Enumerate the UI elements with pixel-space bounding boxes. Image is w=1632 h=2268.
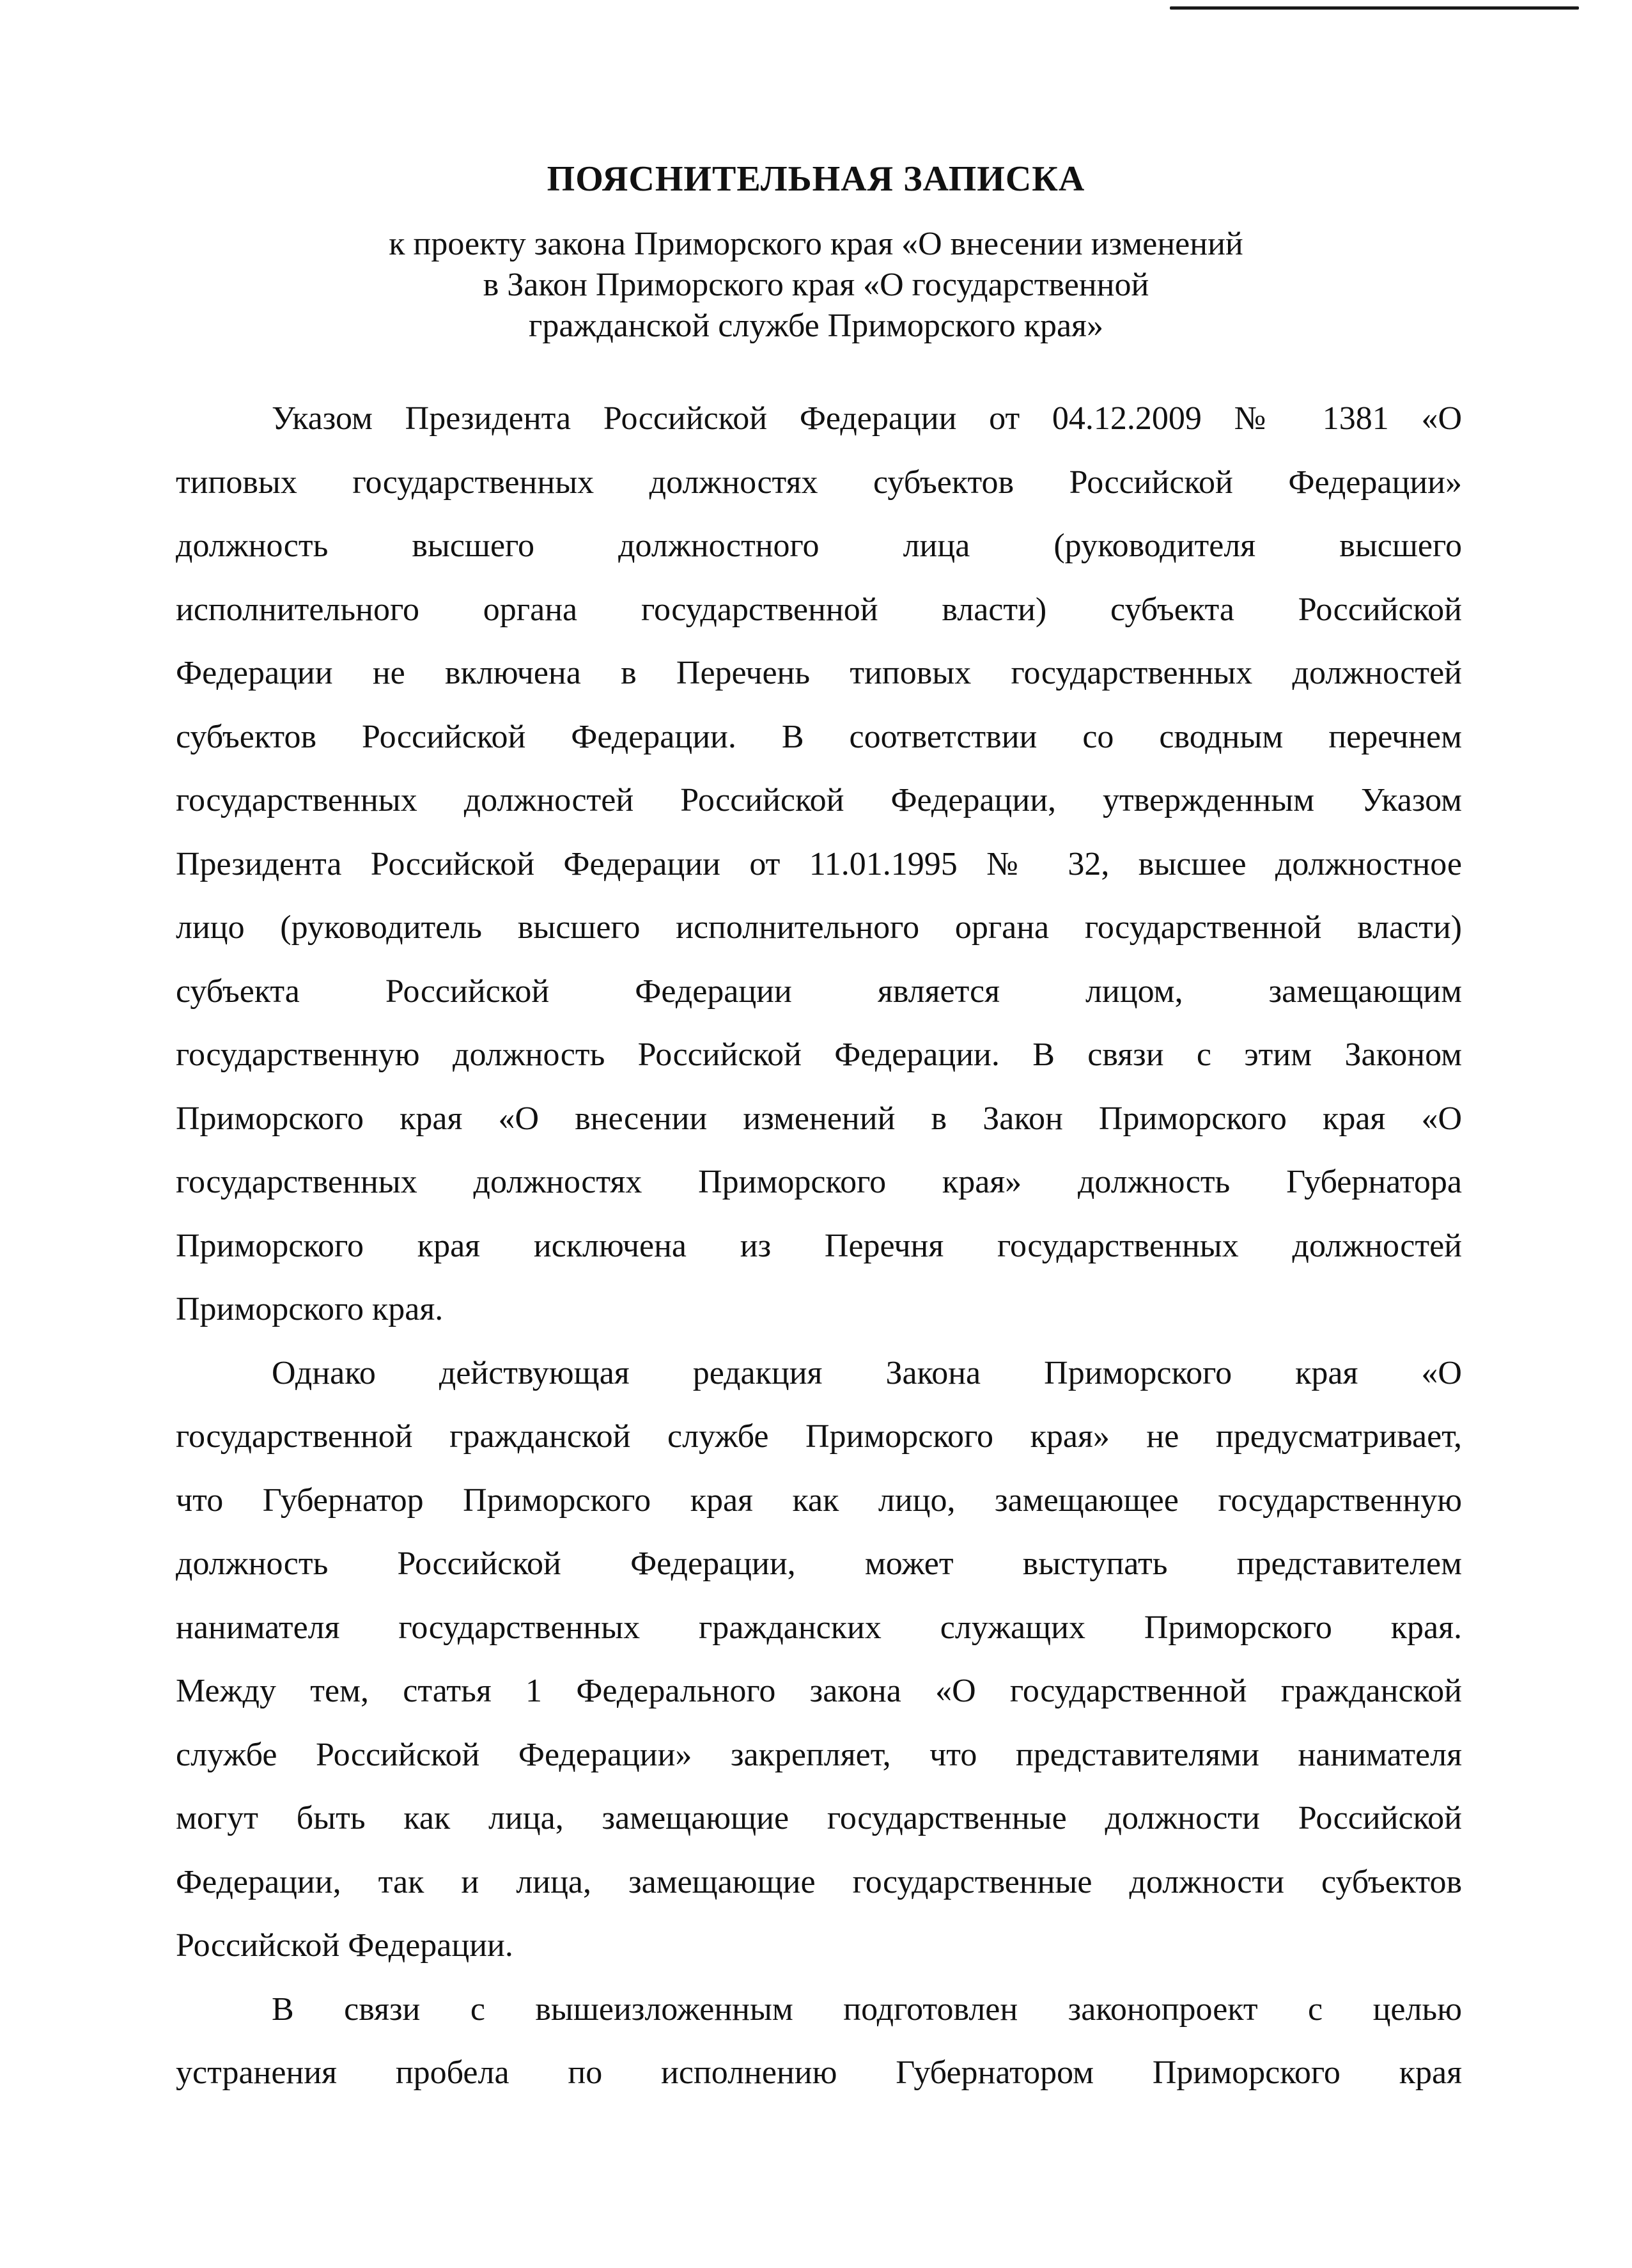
text-line: нанимателя государственных гражданских служащих Приморского края. bbox=[176, 1609, 1462, 1646]
text-line: могут быть как лица, замещающие государственные должности Российской bbox=[176, 1800, 1462, 1836]
text-line: должность высшего должностного лица (руководителя высшего bbox=[176, 528, 1462, 564]
text-line: государственных должностей Российской Федерации, утвержденным Указом bbox=[176, 782, 1462, 818]
paragraph-1 bbox=[176, 387, 1462, 1341]
text-line: государственных должностях Приморского края» должность Губернатора bbox=[176, 1164, 1462, 1200]
text-line: типовых государственных должностях субъектов Российской Федерации» bbox=[176, 464, 1462, 501]
text-line: исполнительного органа государственной власти) субъекта Российской bbox=[176, 591, 1462, 628]
text-line: Приморского края. bbox=[176, 1291, 444, 1327]
text-line: Приморского края «О внесении изменений в Закон Приморского края «О bbox=[176, 1100, 1462, 1137]
subtitle-line: к проекту закона Приморского края «О внесении изменений bbox=[389, 226, 1243, 262]
text-line: субъектов Российской Федерации. В соответствии со сводным перечнем bbox=[176, 718, 1462, 755]
text-line: лицо (руководитель высшего исполнительного органа государственной власти) bbox=[176, 909, 1462, 946]
text-line: устранения пробела по исполнению Губернатором Приморского края bbox=[176, 2054, 1462, 2091]
text-line: Однако действующая редакция Закона Приморского края «О bbox=[272, 1354, 1462, 1391]
text-line: должность Российской Федерации, может выступать представителем bbox=[176, 1545, 1462, 1582]
text-line: Федерации, так и лица, замещающие государственные должности субъектов bbox=[176, 1863, 1462, 1900]
text-line: государственной гражданской службе Приморского края» не предусматривает, bbox=[176, 1418, 1462, 1455]
text-line: государственную должность Российской Федерации. В связи с этим Законом bbox=[176, 1036, 1462, 1073]
text-line: службе Российской Федерации» закрепляет, что представителями нанимателя bbox=[176, 1736, 1462, 1773]
text-line: Президента Российской Федерации от 11.01.1995 № 32, высшее должностное bbox=[176, 845, 1462, 882]
text-line: Федерации не включена в Перечень типовых государственных должностей bbox=[176, 655, 1462, 691]
text-line: Между тем, статья 1 Федерального закона «О государственной гражданской bbox=[176, 1673, 1462, 1709]
text-line: Приморского края исключена из Перечня государственных должностей bbox=[176, 1227, 1462, 1264]
paragraph-3 bbox=[176, 1978, 1462, 2105]
subtitle-line: гражданской службе Приморского края» bbox=[529, 308, 1103, 344]
document-title: ПОЯСНИТЕЛЬНАЯ ЗАПИСКА bbox=[547, 159, 1085, 199]
text-line: субъекта Российской Федерации является лицом, замещающим bbox=[176, 973, 1462, 1010]
scan-artifact-line bbox=[1170, 6, 1579, 10]
text-line: Указом Президента Российской Федерации от 04.12.2009 № 1381 «О bbox=[272, 400, 1462, 437]
text-line: что Губернатор Приморского края как лицо, замещающее государственную bbox=[176, 1482, 1462, 1519]
text-line: Российской Федерации. bbox=[176, 1927, 513, 1964]
document-subtitle bbox=[0, 224, 1632, 347]
text-line: В связи с вышеизложенным подготовлен законопроект с целью bbox=[272, 1990, 1462, 2028]
subtitle-line: в Закон Приморского края «О государственной bbox=[483, 267, 1149, 303]
document-body bbox=[176, 387, 1462, 2105]
paragraph-2 bbox=[176, 1341, 1462, 1978]
